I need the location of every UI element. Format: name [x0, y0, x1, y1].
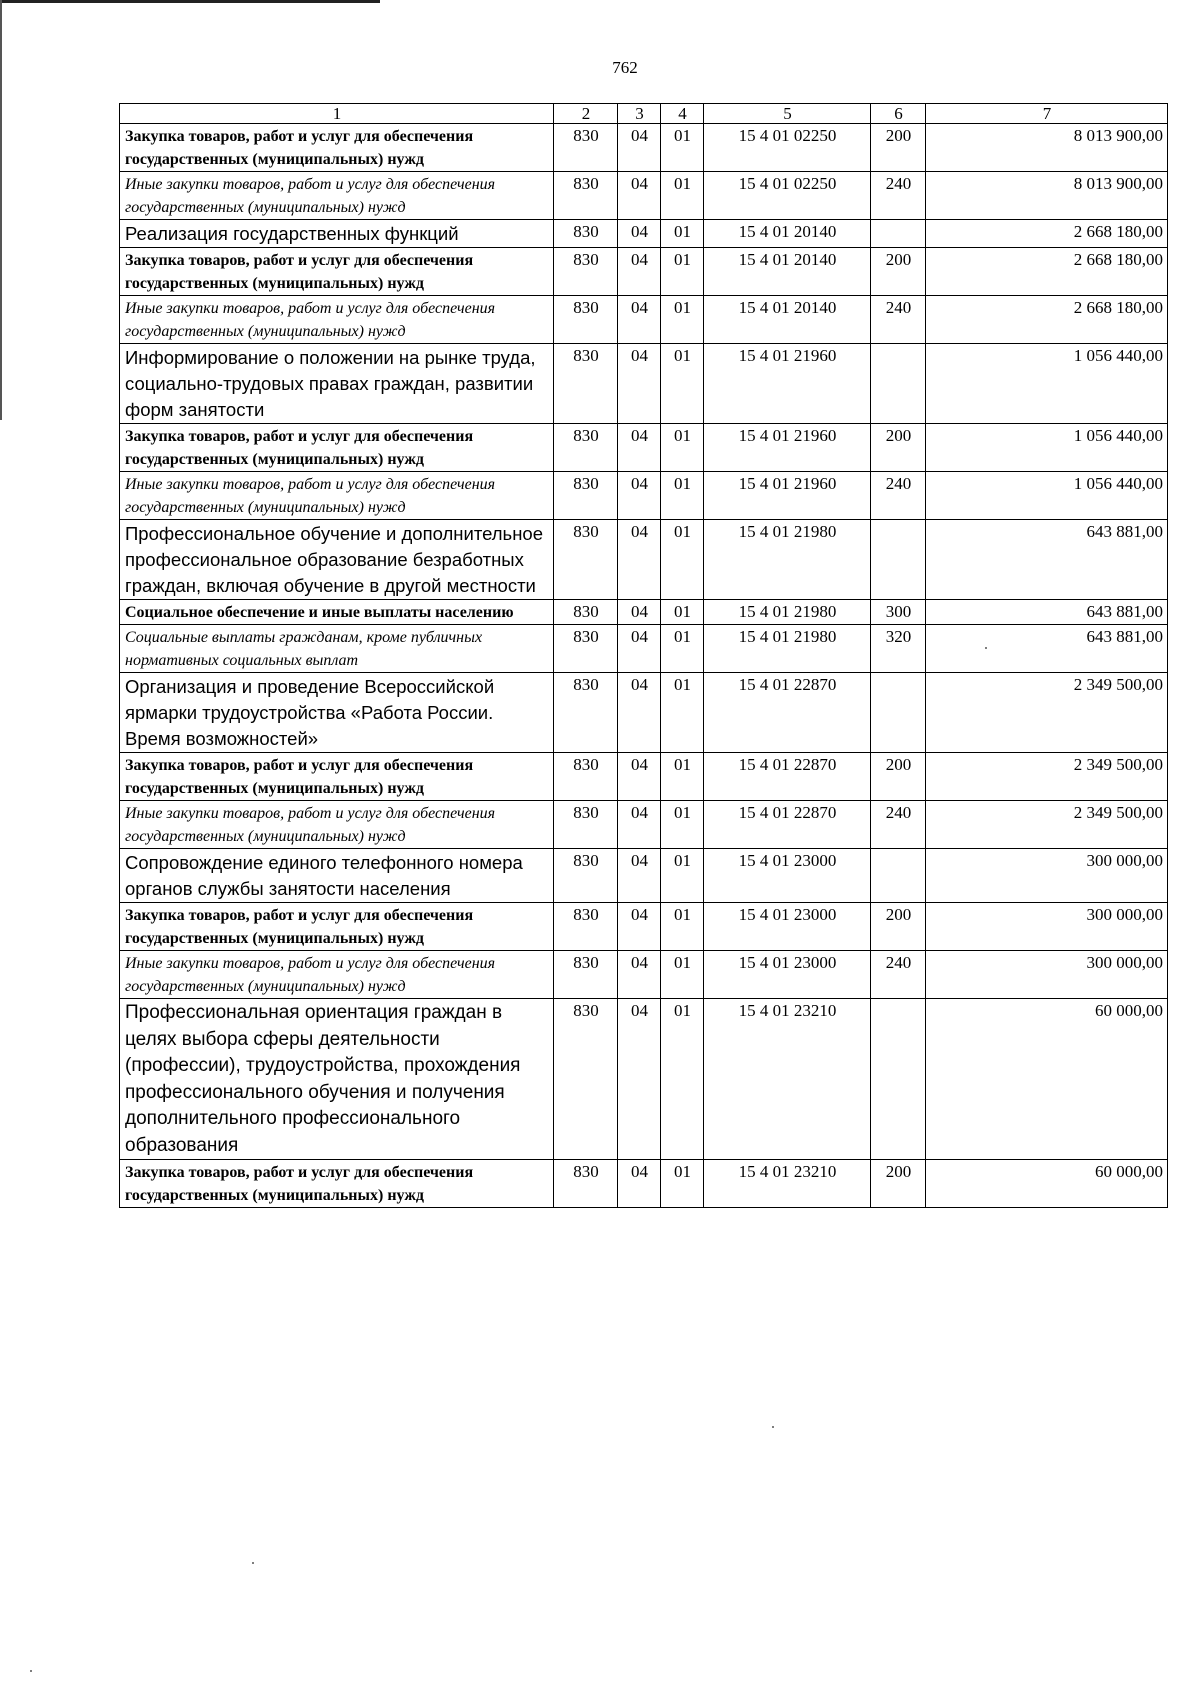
cell-code-6: 240 — [871, 296, 926, 344]
row-name: Организация и проведение Всероссийской ярмарки трудоустройства «Работа России. Время возможностей» — [120, 673, 554, 753]
cell-code-3: 04 — [618, 296, 661, 344]
cell-code-4: 01 — [661, 999, 704, 1160]
cell-code-5: 15 4 01 21980 — [704, 520, 871, 600]
cell-code-2: 830 — [554, 248, 618, 296]
cell-code-2: 830 — [554, 124, 618, 172]
cell-code-6 — [871, 520, 926, 600]
cell-code-2: 830 — [554, 520, 618, 600]
cell-code-4: 01 — [661, 296, 704, 344]
table-row — [120, 753, 1168, 801]
cell-code-3: 04 — [618, 999, 661, 1160]
cell-code-4: 01 — [661, 801, 704, 849]
cell-code-2: 830 — [554, 220, 618, 248]
table-row — [120, 1160, 1168, 1208]
cell-code-5: 15 4 01 23210 — [704, 999, 871, 1160]
column-header: 3 — [618, 104, 661, 124]
column-header: 6 — [871, 104, 926, 124]
row-name: Сопровождение единого телефонного номера органов службы занятости населения — [120, 849, 554, 903]
cell-code-5: 15 4 01 21960 — [704, 424, 871, 472]
cell-code-2: 830 — [554, 472, 618, 520]
cell-code-5: 15 4 01 22870 — [704, 673, 871, 753]
cell-code-3: 04 — [618, 753, 661, 801]
row-name: Иные закупки товаров, работ и услуг для обеспечения государственных (муниципальных) нужд — [120, 172, 554, 220]
cell-code-4: 01 — [661, 344, 704, 424]
cell-amount: 2 349 500,00 — [926, 801, 1168, 849]
cell-amount: 2 349 500,00 — [926, 753, 1168, 801]
cell-code-2: 830 — [554, 424, 618, 472]
row-name: Информирование о положении на рынке труда, социально-трудовых правах граждан, развитии форм занятости — [120, 344, 554, 424]
cell-code-6: 240 — [871, 801, 926, 849]
cell-amount: 2 668 180,00 — [926, 220, 1168, 248]
cell-code-6: 300 — [871, 600, 926, 625]
row-name: Профессиональная ориентация граждан в целях выбора сферы деятельности (профессии), трудоустройства, прохождения профессионального обучения и получения дополнительного профессионального образования — [120, 999, 554, 1160]
cell-code-6: 320 — [871, 625, 926, 673]
budget-table — [119, 103, 1168, 1208]
cell-code-6 — [871, 220, 926, 248]
cell-code-5: 15 4 01 20140 — [704, 220, 871, 248]
cell-code-6 — [871, 673, 926, 753]
cell-code-3: 04 — [618, 600, 661, 625]
row-name: Реализация государственных функций — [120, 220, 554, 248]
cell-code-5: 15 4 01 20140 — [704, 248, 871, 296]
cell-amount: 1 056 440,00 — [926, 424, 1168, 472]
table-row — [120, 296, 1168, 344]
header-row — [120, 104, 1168, 124]
cell-code-6: 240 — [871, 172, 926, 220]
row-name: Профессиональное обучение и дополнительное профессиональное образование безработных граждан, включая обучение в другой местности — [120, 520, 554, 600]
cell-code-3: 04 — [618, 520, 661, 600]
cell-code-4: 01 — [661, 849, 704, 903]
table-body — [120, 124, 1168, 1208]
table-row — [120, 600, 1168, 625]
row-name: Закупка товаров, работ и услуг для обеспечения государственных (муниципальных) нужд — [120, 248, 554, 296]
cell-code-4: 01 — [661, 625, 704, 673]
cell-code-6: 200 — [871, 248, 926, 296]
cell-code-4: 01 — [661, 248, 704, 296]
table-row — [120, 903, 1168, 951]
cell-code-3: 04 — [618, 172, 661, 220]
row-name: Социальные выплаты гражданам, кроме публичных нормативных социальных выплат — [120, 625, 554, 673]
row-name: Иные закупки товаров, работ и услуг для обеспечения государственных (муниципальных) нужд — [120, 472, 554, 520]
cell-code-2: 830 — [554, 344, 618, 424]
table-row — [120, 673, 1168, 753]
row-name: Иные закупки товаров, работ и услуг для обеспечения государственных (муниципальных) нужд — [120, 296, 554, 344]
cell-code-2: 830 — [554, 753, 618, 801]
cell-code-2: 830 — [554, 673, 618, 753]
cell-code-4: 01 — [661, 903, 704, 951]
cell-amount: 300 000,00 — [926, 903, 1168, 951]
cell-code-5: 15 4 01 22870 — [704, 753, 871, 801]
cell-code-3: 04 — [618, 124, 661, 172]
page-number: 762 — [612, 58, 638, 77]
cell-code-2: 830 — [554, 172, 618, 220]
column-header: 2 — [554, 104, 618, 124]
row-name: Иные закупки товаров, работ и услуг для обеспечения государственных (муниципальных) нужд — [120, 801, 554, 849]
column-header: 1 — [120, 104, 554, 124]
cell-code-5: 15 4 01 21960 — [704, 472, 871, 520]
cell-code-5: 15 4 01 23000 — [704, 903, 871, 951]
cell-code-6: 240 — [871, 472, 926, 520]
cell-code-2: 830 — [554, 625, 618, 673]
cell-code-4: 01 — [661, 673, 704, 753]
cell-code-6: 200 — [871, 124, 926, 172]
cell-amount: 300 000,00 — [926, 849, 1168, 903]
cell-code-3: 04 — [618, 248, 661, 296]
cell-code-4: 01 — [661, 753, 704, 801]
cell-code-5: 15 4 01 02250 — [704, 172, 871, 220]
cell-code-3: 04 — [618, 424, 661, 472]
cell-amount: 2 349 500,00 — [926, 673, 1168, 753]
cell-amount: 1 056 440,00 — [926, 472, 1168, 520]
cell-code-6: 200 — [871, 903, 926, 951]
cell-code-5: 15 4 01 22870 — [704, 801, 871, 849]
cell-amount: 60 000,00 — [926, 1160, 1168, 1208]
scan-speck — [252, 1562, 254, 1564]
cell-code-6: 240 — [871, 951, 926, 999]
cell-code-5: 15 4 01 23000 — [704, 849, 871, 903]
table-row — [120, 220, 1168, 248]
cell-code-3: 04 — [618, 220, 661, 248]
cell-code-6: 200 — [871, 1160, 926, 1208]
cell-amount: 643 881,00 — [926, 600, 1168, 625]
cell-code-3: 04 — [618, 849, 661, 903]
table-row — [120, 248, 1168, 296]
cell-code-4: 01 — [661, 220, 704, 248]
cell-code-2: 830 — [554, 1160, 618, 1208]
cell-code-2: 830 — [554, 951, 618, 999]
cell-code-6 — [871, 849, 926, 903]
row-name: Закупка товаров, работ и услуг для обеспечения государственных (муниципальных) нужд — [120, 424, 554, 472]
table-row — [120, 999, 1168, 1160]
scan-speck — [985, 647, 987, 649]
cell-code-3: 04 — [618, 801, 661, 849]
table-row — [120, 951, 1168, 999]
row-name: Закупка товаров, работ и услуг для обеспечения государственных (муниципальных) нужд — [120, 124, 554, 172]
cell-amount: 643 881,00 — [926, 520, 1168, 600]
cell-code-6 — [871, 999, 926, 1160]
row-name: Закупка товаров, работ и услуг для обеспечения государственных (муниципальных) нужд — [120, 1160, 554, 1208]
column-header: 4 — [661, 104, 704, 124]
cell-code-2: 830 — [554, 903, 618, 951]
column-header: 7 — [926, 104, 1168, 124]
table-row — [120, 472, 1168, 520]
scan-speck — [772, 1426, 774, 1428]
cell-code-3: 04 — [618, 1160, 661, 1208]
cell-code-5: 15 4 01 23000 — [704, 951, 871, 999]
cell-code-3: 04 — [618, 951, 661, 999]
cell-amount: 1 056 440,00 — [926, 344, 1168, 424]
cell-code-5: 15 4 01 21980 — [704, 600, 871, 625]
cell-code-5: 15 4 01 23210 — [704, 1160, 871, 1208]
cell-code-6 — [871, 344, 926, 424]
cell-code-2: 830 — [554, 801, 618, 849]
cell-code-4: 01 — [661, 951, 704, 999]
table-row — [120, 424, 1168, 472]
table-row — [120, 625, 1168, 673]
cell-code-4: 01 — [661, 424, 704, 472]
cell-code-5: 15 4 01 21980 — [704, 625, 871, 673]
cell-code-3: 04 — [618, 903, 661, 951]
cell-code-2: 830 — [554, 600, 618, 625]
cell-amount: 2 668 180,00 — [926, 248, 1168, 296]
cell-code-5: 15 4 01 20140 — [704, 296, 871, 344]
table-row — [120, 849, 1168, 903]
column-header: 5 — [704, 104, 871, 124]
cell-code-4: 01 — [661, 124, 704, 172]
table-row — [120, 172, 1168, 220]
cell-code-4: 01 — [661, 472, 704, 520]
scan-edge-top — [0, 0, 380, 3]
table-row — [120, 124, 1168, 172]
row-name: Иные закупки товаров, работ и услуг для обеспечения государственных (муниципальных) нужд — [120, 951, 554, 999]
cell-amount: 60 000,00 — [926, 999, 1168, 1160]
cell-code-4: 01 — [661, 600, 704, 625]
cell-code-2: 830 — [554, 999, 618, 1160]
table-row — [120, 344, 1168, 424]
cell-code-6: 200 — [871, 753, 926, 801]
cell-code-3: 04 — [618, 472, 661, 520]
cell-amount: 8 013 900,00 — [926, 172, 1168, 220]
cell-code-2: 830 — [554, 296, 618, 344]
cell-code-5: 15 4 01 21960 — [704, 344, 871, 424]
cell-code-2: 830 — [554, 849, 618, 903]
cell-code-5: 15 4 01 02250 — [704, 124, 871, 172]
table-row — [120, 801, 1168, 849]
row-name: Социальное обеспечение и иные выплаты населению — [120, 600, 554, 625]
cell-code-3: 04 — [618, 625, 661, 673]
cell-code-4: 01 — [661, 1160, 704, 1208]
cell-code-6: 200 — [871, 424, 926, 472]
cell-code-3: 04 — [618, 344, 661, 424]
row-name: Закупка товаров, работ и услуг для обеспечения государственных (муниципальных) нужд — [120, 753, 554, 801]
table-row — [120, 520, 1168, 600]
cell-code-4: 01 — [661, 172, 704, 220]
cell-amount: 643 881,00 — [926, 625, 1168, 673]
cell-code-4: 01 — [661, 520, 704, 600]
cell-code-3: 04 — [618, 673, 661, 753]
row-name: Закупка товаров, работ и услуг для обеспечения государственных (муниципальных) нужд — [120, 903, 554, 951]
cell-amount: 8 013 900,00 — [926, 124, 1168, 172]
cell-amount: 2 668 180,00 — [926, 296, 1168, 344]
scan-speck — [30, 1670, 32, 1672]
cell-amount: 300 000,00 — [926, 951, 1168, 999]
